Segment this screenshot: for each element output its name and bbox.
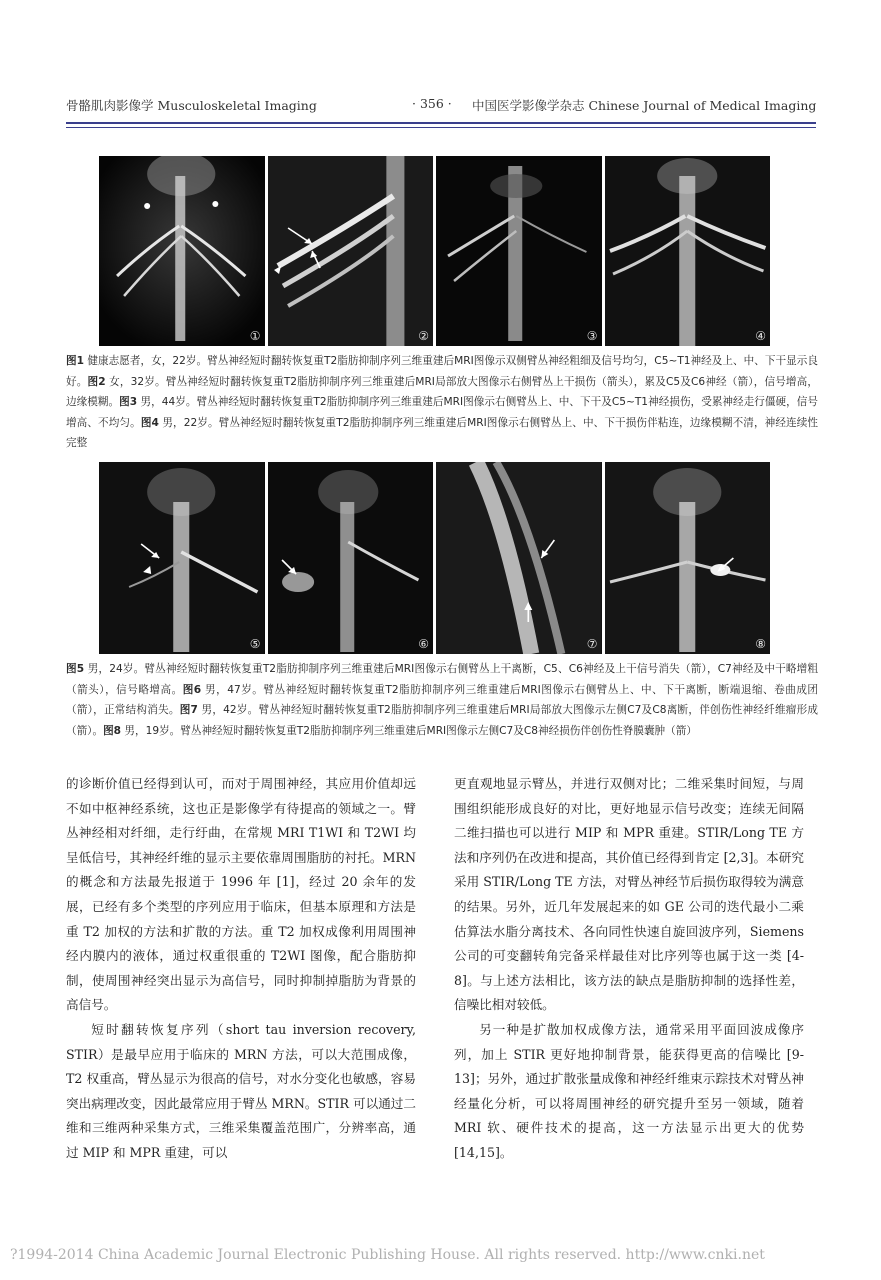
- body-column-left: [66, 772, 416, 1166]
- mri-figure-1: [99, 156, 265, 346]
- mri-figure-2: [268, 156, 434, 346]
- figure-number-8: ⑧: [755, 637, 766, 651]
- fig7-label: 图7: [179, 704, 198, 716]
- page-number: · 356 ·: [412, 96, 452, 111]
- fig4-label: 图4: [140, 416, 159, 429]
- figure-row-1: [99, 156, 770, 346]
- body-paragraph: 更直观地显示臂丛，并进行双侧对比；二维采集时间短，与周围组织能形成良好的对比，更好地显示信号改变；连续无间隔二维扫描也可以进行 MIP 和 MPR 重建。STIR/Long TE 方法和序列仍在改进和提高，其价值已经得到肯定 [2,3]。本研究采用 STIR/Long TE 方法，对臂丛神经节后损伤取得较为满意的结果。另外，近几年发展起来的如 GE 公司的迭代最小二乘估算法水脂分离技术、各向同性快速自旋回波序列，Siemens 公司的可变翻转角完备采样最佳对比序列等也属于这一类 [4-8]。与上述方法相比，该方法的缺点是脂肪抑制的选择性差，信噪比相对较低。: [454, 776, 804, 1013]
- body-paragraph: 短时翻转恢复序列（short tau inversion recovery, STIR）是最早应用于临床的 MRN 方法，可以大范围成像，T2 权重高，臂丛显示为很高的信号，对水分变化也敏感，容易突出病理改变，因此最常应用于臂丛 MRN。STIR 可以通过二维和三维两种采集方式，三维采集覆盖范围广，分辨率高，通过 MIP 和 MPR 重建，可以: [66, 1021, 416, 1160]
- mri-figure-4: [605, 156, 771, 346]
- fig3-caption: 男，44岁。臂丛神经短时翻转恢复重T2脂肪抑制序列三维重建后MRI图像示右侧臂丛上、中、下干及C5~T1神经损伤，受累神经走行僵硬，信号增高、不均匀。: [66, 396, 819, 429]
- fig5-caption: 男，24岁。臂丛神经短时翻转恢复重T2脂肪抑制序列三维重建后MRI图像示右侧臂丛上干离断，C5、C6神经及上干信号消失（箭），C7神经及中干略增粗（箭头），信号略增高。: [66, 663, 818, 696]
- fig1-label: 图1: [66, 355, 84, 367]
- figure-row-2: [99, 462, 770, 654]
- fig1-caption: 健康志愿者，女，22岁。臂丛神经短时翻转恢复重T2脂肪抑制序列三维重建后MRI图像示双侧臂丛神经粗细及信号均匀，C5~T1神经及上、中、下干显示良好。: [66, 355, 818, 388]
- fig7-caption: 男，42岁。臂丛神经短时翻转恢复重T2脂肪抑制序列三维重建后MRI局部放大图像示左侧C7及C8离断，伴创伤性神经纤维瘤形成（箭）。: [66, 704, 818, 737]
- figure-number-4: ④: [755, 329, 766, 343]
- fig5-label: 图5: [66, 663, 85, 675]
- fig6-caption: 男，47岁。臂丛神经短时翻转恢复重T2脂肪抑制序列三维重建后MRI图像示右侧臂丛上、中、下干离断，断端退缩、卷曲成团（箭），正常结构消失。: [66, 683, 819, 716]
- figure-number-2: ②: [418, 329, 429, 343]
- fig6-label: 图6: [182, 683, 202, 696]
- fig8-caption: 男，19岁。臂丛神经短时翻转恢复重T2脂肪抑制序列三维重建后MRI图像示左侧C7及C8神经损伤伴创伤性脊膜囊肿（箭）: [124, 724, 697, 737]
- body-column-right: [454, 772, 804, 1166]
- mri-figure-7: [436, 462, 602, 654]
- figure-number-6: ⑥: [418, 637, 429, 651]
- header-rule-thick: [66, 122, 816, 124]
- figure-caption-5-8: [66, 659, 818, 741]
- mri-figure-8: [605, 462, 771, 654]
- figure-caption-1-4: [66, 351, 818, 454]
- fig3-label: 图3: [119, 396, 138, 408]
- figure-number-1: ①: [249, 329, 261, 343]
- body-paragraph: 另一种是扩散加权成像方法，通常采用平面回波成像序列，加上 STIR 更好地抑制背景，能获得更高的信噪比 [9-13]；另外，通过扩散张量成像和神经纤维束示踪技术对臂丛神经量化分析，可以将周围神经的研究提升至另一领域，随着 MRI 软、硬件技术的提高，这一方法显示出更大的优势 [14,15]。: [454, 1021, 804, 1160]
- figure-number-7: ⑦: [586, 637, 598, 651]
- journal-section-title: 骨骼肌肉影像学 Musculoskeletal Imaging: [66, 98, 317, 113]
- header-rule-thin: [66, 127, 816, 128]
- figure-number-3: ③: [586, 329, 598, 343]
- journal-name: 中国医学影像学杂志 Chinese Journal of Medical Imaging: [472, 98, 817, 113]
- copyright-footer: ?1994-2014 China Academic Journal Electronic Publishing House. All rights reserved. http://www.cnki.net: [10, 1247, 765, 1263]
- fig2-label: 图2: [87, 375, 106, 388]
- mri-figure-5: [99, 462, 265, 654]
- mri-figure-3: [436, 156, 602, 346]
- fig2-caption: 女，32岁。臂丛神经短时翻转恢复重T2脂肪抑制序列三维重建后MRI局部放大图像示右侧臂丛上干损伤（箭头），累及C5及C6神经（箭），信号增高，边缘模糊。: [66, 375, 818, 408]
- body-paragraph: 的诊断价值已经得到认可，而对于周围神经，其应用价值却远不如中枢神经系统，这也正是影像学有待提高的领域之一。臂丛神经相对纤细，走行纡曲，在常规 MRI T1WI 和 T2WI 均呈低信号，其神经纤维的显示主要依靠周围脂肪的衬托。MRN 的概念和方法最先报道于 1996 年 [1]，经过 20 余年的发展，已经有多个类型的序列应用于临床，但基本原理和方法是重 T2 加权的方法和扩散的方法。重 T2 加权成像利用周围神经内膜内的液体，通过权重很重的 T2WI 图像，配合脂肪抑制，使周围神经突出显示为高信号，同时抑制掉脂肪为背景的高信号。: [66, 776, 416, 1013]
- fig8-label: 图8: [103, 724, 122, 737]
- figure-number-5: ⑤: [249, 637, 261, 651]
- mri-figure-6: [268, 462, 434, 654]
- fig4-caption: 男，22岁。臂丛神经短时翻转恢复重T2脂肪抑制序列三维重建后MRI图像示右侧臂丛上、中、下干损伤伴粘连，边缘模糊不清，神经连续性完整: [66, 416, 819, 449]
